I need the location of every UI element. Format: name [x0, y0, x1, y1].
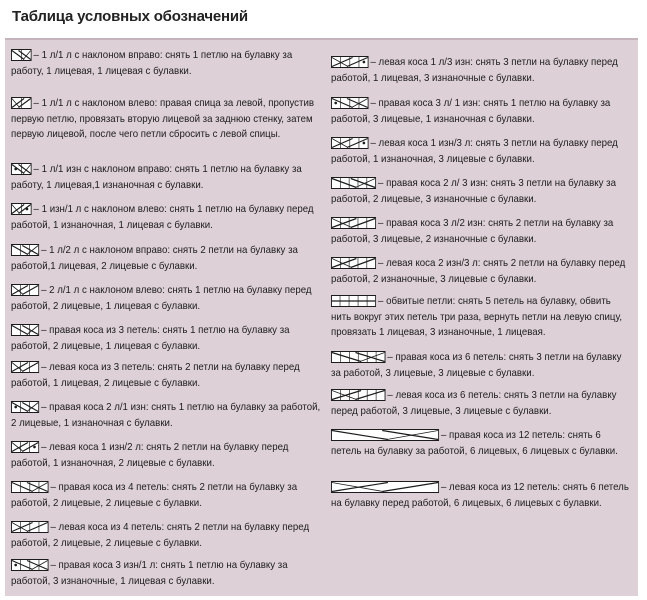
cable-right-4-icon [11, 481, 49, 493]
legend-entry [11, 323, 323, 354]
cross-right-2-icon [11, 49, 32, 61]
legend-entry-text: – правая коса из 12 петель: снять 6 петель на булавку за работой, 6 лицевых, 6 лицевых с булавки. [331, 430, 618, 457]
legend-entry-text: – левая коса 2 изн/3 л: снять 2 петли на булавку перед работой, 2 изнаночные, 3 лицевые с булавки. [331, 258, 626, 285]
cross-left-2-icon [11, 97, 32, 109]
cable-right-12-icon [331, 429, 439, 441]
legend-entry [11, 480, 323, 511]
cross-right-3-icon [11, 244, 39, 256]
legend-entry-text: – правая коса из 4 петель: снять 2 петли на булавку за работой, 2 лицевые, 2 лицевые с булавки. [11, 482, 298, 509]
legend-entry-text: – левая коса из 3 петель: снять 2 петли на булавку перед работой, 1 лицевая, 2 лицевые с булавки. [11, 362, 300, 389]
legend-entry [11, 520, 323, 551]
legend-entry [11, 48, 323, 79]
cable-right-6-icon [331, 351, 386, 363]
legend-entry-text: – 2 л/1 л с наклоном влево: снять 1 петлю на булавку перед работой, 2 лицевые, 1 лицевая с булавки. [11, 285, 312, 312]
legend-entry [331, 256, 630, 287]
legend-entry [331, 176, 630, 207]
cable-left-5-icon [331, 217, 376, 229]
legend-entry-text: – правая коса 3 л/ 1 изн: снять 1 петлю на булавку за работой, 3 лицевые, 1 изнаночная с булавки. [331, 98, 611, 125]
cable-left-4-dot-b-icon [331, 137, 369, 149]
legend-entry-text: – 1 л/1 л с наклоном вправо: снять 1 петлю на булавку за работу, 1 лицевая, 1 лицевая с булавки. [11, 50, 293, 77]
legend-entry-text: – правая коса 2 л/ 3 изн: снять 3 петли на булавку за работой, 2 лицевые, 3 изнаночные с булавки. [331, 178, 616, 205]
legend-entry [331, 294, 630, 341]
cross-left-2-dot-icon [11, 203, 32, 215]
wrap-5-icon [331, 295, 376, 307]
legend-entry-text: – 1 изн/1 л с наклоном влево: снять 1 петлю на булавку перед работой, 1 изнаночная, 1 лицевая с булавки. [11, 204, 314, 231]
cable-right-4-dot-icon [11, 559, 49, 571]
cross-right-2-dot-icon [11, 163, 32, 175]
legend-entry [11, 400, 323, 431]
legend-entry-text: – 1 л/1 л с наклоном влево: правая спица за левой, пропустив первую петлю, провязать вторую лицевой за заднюю стенку, затем первую лицевой, после чего петли сбросить с левой спицы. [11, 98, 315, 140]
legend-entry-text: – левая коса из 6 петель: снять 3 петли на булавку перед работой, 3 лицевые, 3 лицевые с булавки. [331, 390, 617, 417]
page-title: Таблица условных обозначений [12, 8, 248, 25]
legend-entry-text: – 1 л/1 изн с наклоном вправо: снять 1 петлю на булавку за работу, 1 лицевая,1 изнаночная с булавки. [11, 164, 302, 191]
legend-entry [331, 96, 630, 127]
legend-entry-text: – правая коса из 3 петель: снять 1 петлю на булавку за работой, 2 лицевые, 1 лицевая с булавки. [11, 325, 290, 352]
legend-panel [5, 38, 638, 596]
cable-right-4-dot-b-icon [331, 97, 369, 109]
legend-entry [11, 243, 323, 274]
cross-left-3-icon [11, 284, 39, 296]
cable-right-5-icon [331, 177, 376, 189]
legend-entry-text: – правая коса из 6 петель: снять 3 петли на булавку за работой, 3 лицевые, 3 лицевые с булавки. [331, 352, 622, 379]
legend-entry-text: – левая коса 1 л/3 изн: снять 3 петли на булавку перед работой, 1 лицевая, 3 изнаночные с булавки. [331, 57, 618, 84]
legend-entry-text: – правая коса 3 л/2 изн: снять 2 петли на булавку за работой, 3 лицевые, 2 изнаночные с булавки. [331, 218, 614, 245]
legend-entry [11, 360, 323, 391]
legend-entry-text: – обвитые петли: снять 5 петель на булавку, обвить нить вокруг этих петель три раза, вернуть петли на левую спицу, провязать 1 лицевая, 3 изнаночные, 1 лицевая. [331, 296, 623, 338]
legend-entry-text: – правая коса 2 л/1 изн: снять 1 петлю на булавку за работой, 2 лицевые, 1 изнаночная с булавки. [11, 402, 321, 429]
cable-left-3-icon [11, 361, 39, 373]
cable-left-4-icon [11, 521, 49, 533]
cable-right-3-icon [11, 324, 39, 336]
legend-entry-text: – правая коса 3 изн/1 л: снять 1 петлю на булавку за работой, 3 изнаночные, 1 лицевая с булавки. [11, 560, 288, 587]
legend-entry [331, 216, 630, 247]
legend-entry [331, 55, 630, 86]
legend-entry [331, 388, 630, 419]
legend-entry [11, 558, 323, 589]
cable-right-3-dot-icon [11, 401, 39, 413]
cable-left-4-dot-icon [331, 56, 369, 68]
legend-entry [331, 350, 630, 381]
legend-entry-text: – левая коса из 4 петель: снять 2 петли на булавку перед работой, 2 лицевые, 2 лицевые с булавки. [11, 522, 310, 549]
cable-left-5-b-icon [331, 257, 376, 269]
legend-entry-text: – левая коса из 12 петель: снять 6 петель на булавку перед работой, 6 лицевых, 6 лицевых с булавки. [331, 482, 629, 509]
legend-entry [331, 136, 630, 167]
cable-left-3-dot-icon [11, 441, 39, 453]
legend-entry [11, 202, 323, 233]
legend-entry [11, 283, 323, 314]
legend-entry [331, 480, 630, 511]
cable-left-12-icon [331, 481, 439, 493]
legend-entry-text: – 1 л/2 л с наклоном вправо: снять 2 петли на булавку за работой,1 лицевая, 2 лицевые с булавки. [11, 245, 298, 272]
legend-entry [11, 96, 323, 143]
legend-entry [331, 428, 630, 459]
legend-entry-text: – левая коса 1 изн/3 л: снять 3 петли на булавку перед работой, 1 изнаночная, 3 лицевые с булавки. [331, 138, 618, 165]
legend-entry [11, 440, 323, 471]
cable-left-6-icon [331, 389, 386, 401]
legend-entry-text: – левая коса 1 изн/2 л: снять 2 петли на булавку перед работой, 1 изнаночная, 2 лицевые с булавки. [11, 442, 289, 469]
legend-entry [11, 162, 323, 193]
